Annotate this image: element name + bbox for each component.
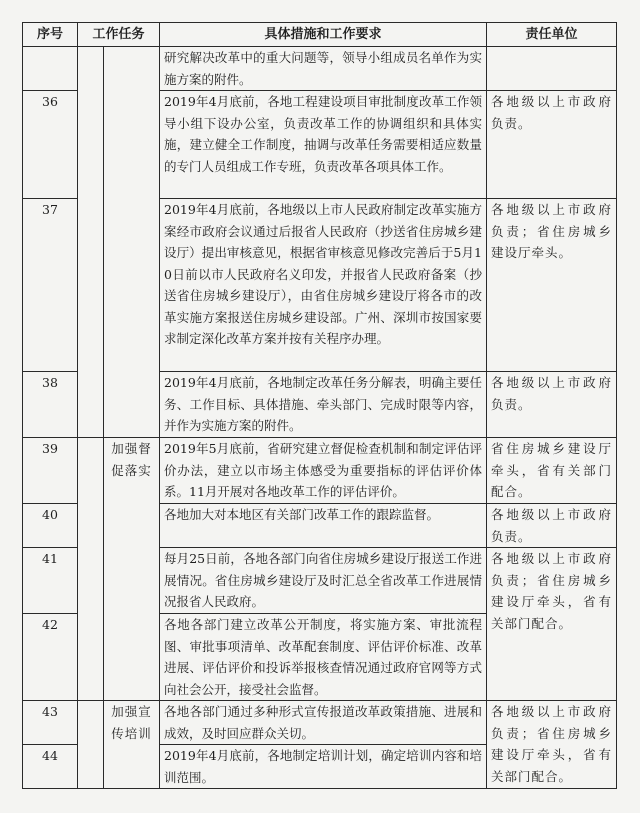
measures-cell: 各地加大对本地区有关部门改革工作的跟踪监督。 xyxy=(160,504,487,548)
task-gap-cell xyxy=(78,438,104,701)
unit-cell: 省住房城乡建设厅牵头，省有关部门配合。 xyxy=(487,438,617,504)
measures-cell: 每月25日前，各地各部门向省住房城乡建设厅报送工作进展情况。省住房城乡建设厅及时汇总全省改革工作进展情况报省人民政府。 xyxy=(160,548,487,614)
header-task: 工作任务 xyxy=(78,23,160,47)
task-cell-continued xyxy=(104,47,160,438)
measures-cell: 研究解决改革中的重大问题等，领导小组成员名单作为实施方案的附件。 xyxy=(160,47,487,91)
unit-cell: 各地级以上市政府负责；省住房城乡建设厅牵头。 xyxy=(487,199,617,372)
task-gap-cell xyxy=(78,47,104,438)
table-row xyxy=(23,438,617,504)
measures-cell: 2019年4月底前，各地级以上市人民政府制定改革实施方案经市政府会议通过后报省人民政府（抄送省住房城乡建设厅）提出审核意见，根据省审核意见修改完善后于5月10日前以市人民政府名义印发，并报省人民政府备案（抄送省住房城乡建设厅），由省住房城乡建设厅将各市的改革实施方案报送住房城乡建设部。广州、深圳市按国家要求制定深化改革方案并按有关程序办理。 xyxy=(160,199,487,372)
unit-cell: 各地级以上市政府负责。 xyxy=(487,504,617,548)
measures-cell: 各地各部门建立改革公开制度，将实施方案、审批流程图、审批事项清单、改革配套制度、评估评价标准、改革进展、评估评价和投诉举报核查情况通过政府官网等方式向社会公开，接受社会监督。 xyxy=(160,614,487,701)
unit-cell: 各地级以上市政府负责；省住房城乡建设厅牵头，省有关部门配合。 xyxy=(487,548,617,701)
header-unit: 责任单位 xyxy=(487,23,617,47)
measures-cell: 2019年4月底前，各地制定改革任务分解表，明确主要任务、工作目标、具体措施、牵头部门、完成时限等内容，并作为实施方案的附件。 xyxy=(160,372,487,438)
measures-cell: 2019年4月底前，各地制定培训计划，确定培训内容和培训范围。 xyxy=(160,745,487,789)
measures-cell: 2019年4月底前，各地工程建设项目审批制度改革工作领导小组下设办公室，负责改革工作的协调组织和具体实施，建立健全工作制度，抽调与改革任务需要相适应数量的专门人员组成工作专班，负责改革各项具体工作。 xyxy=(160,91,487,199)
row-number: 36 xyxy=(23,91,78,199)
row-number: 40 xyxy=(23,504,78,548)
table-row xyxy=(23,47,617,91)
unit-cell: 各地级以上市政府负责。 xyxy=(487,91,617,199)
header-seq: 序号 xyxy=(23,23,78,47)
unit-cell xyxy=(487,47,617,91)
row-number: 41 xyxy=(23,548,78,614)
row-number: 44 xyxy=(23,745,78,789)
row-number: 39 xyxy=(23,438,78,504)
measures-cell: 各地各部门通过多种形式宣传报道改革政策措施、进展和成效，及时回应群众关切。 xyxy=(160,701,487,745)
row-number: 42 xyxy=(23,614,78,701)
unit-cell: 各地级以上市政府负责；省住房城乡建设厅牵头，省有关部门配合。 xyxy=(487,701,617,789)
row-number: 37 xyxy=(23,199,78,372)
measures-cell: 2019年5月底前，省研究建立督促检查机制和制定评估评价办法，建立以市场主体感受为重要指标的评估评价体系。11月开展对各地改革工作的评估评价。 xyxy=(160,438,487,504)
table-header-row xyxy=(23,23,617,47)
row-number: 38 xyxy=(23,372,78,438)
table-row xyxy=(23,701,617,745)
task-gap-cell xyxy=(78,701,104,789)
task-cell-publicity: 加强宣传培训 xyxy=(104,701,160,789)
row-number: 43 xyxy=(23,701,78,745)
row-number xyxy=(23,47,78,91)
unit-cell: 各地级以上市政府负责。 xyxy=(487,372,617,438)
reform-task-table xyxy=(22,22,617,789)
task-cell-supervision: 加强督促落实 xyxy=(104,438,160,701)
header-measures: 具体措施和工作要求 xyxy=(160,23,487,47)
